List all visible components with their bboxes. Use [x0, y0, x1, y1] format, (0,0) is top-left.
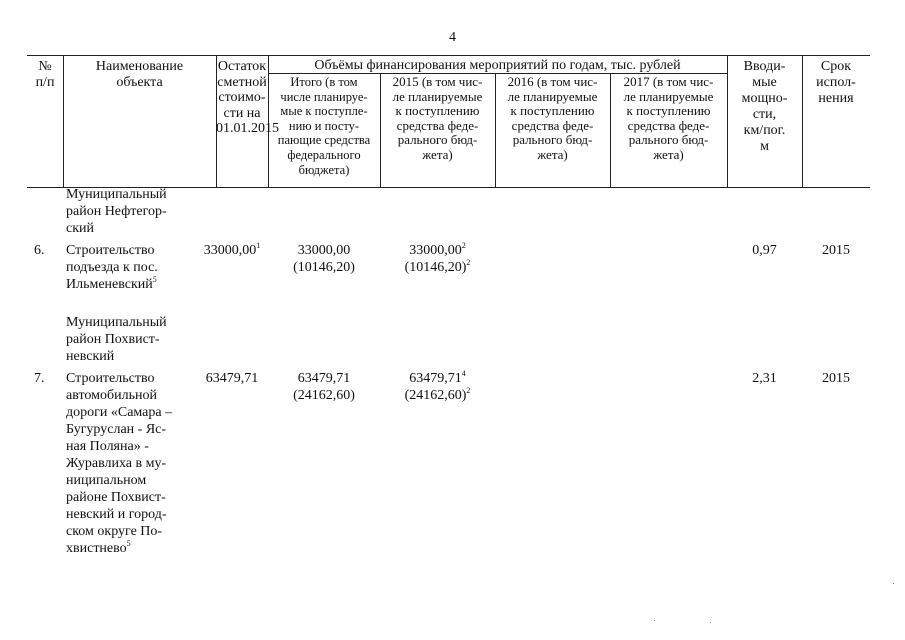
header-2017: 2017 (в том чис- ле планируемые к поступлению средства феде- рального бюд- жета)	[623, 74, 714, 162]
page-number: 4	[449, 30, 456, 45]
total-value: 63479,71 (24162,60)	[293, 371, 355, 403]
remainder-value: 63479,71	[205, 371, 259, 386]
header-remainder: Остаток сметной стоимо- сти на 01.01.2015	[216, 59, 279, 136]
capacity-value: 0,97	[752, 243, 777, 258]
remainder-value: 33000,00$^1$	[203, 241, 261, 258]
object-name: Строительство автомобильной дороги «Самара – Бугуруслан - Яс- ная Поляна» - Журавлиха в му- ниципальном районе Похвист- невский и город- ском округе По- хвистнево$^5$	[66, 371, 173, 556]
capacity-value: 2,31	[752, 371, 777, 386]
scan-speck	[654, 620, 655, 621]
header-num: № п/п	[35, 59, 55, 90]
header-name: Наименование объекта	[95, 59, 184, 90]
header-capacity: Вводи- мые мощно- сти, км/пог. м	[741, 59, 788, 154]
term-value: 2015	[822, 371, 850, 386]
table-header	[27, 55, 870, 188]
year-2015-value: 33000,00$^2$ $(10146,20)^2$	[404, 241, 471, 275]
header-total: Итого (в том числе планируе- мые к поступле- нию и посту- пающие средства федерального бюджета)	[277, 75, 371, 177]
row-number: 7.	[34, 371, 45, 386]
district-label: Муниципальный район Похвист- невский	[66, 315, 167, 364]
header-term: Срок испол- нения	[816, 59, 856, 106]
term-value: 2015	[822, 243, 850, 258]
year-2015-value: 63479,71$^4$ $(24162,60)^2$	[404, 369, 471, 403]
header-funding-group: Объёмы финансирования мероприятий по годам, тыс. рублей	[314, 58, 681, 73]
header-2016: 2016 (в том чис- ле планируемые к поступлению средства феде- рального бюд- жета)	[507, 74, 598, 162]
header-2015: 2015 (в том чис- ле планируемые к поступлению средства феде- рального бюд- жета)	[392, 74, 483, 162]
scan-speck	[710, 622, 711, 623]
row-number: 6.	[34, 243, 45, 258]
scan-speck	[893, 583, 894, 584]
total-value: 33000,00 (10146,20)	[293, 243, 355, 275]
object-name: Строительство подъезда к пос. Ильменевский$^5$	[66, 243, 158, 292]
district-label: Муниципальный район Нефтегор- ский	[66, 187, 167, 236]
